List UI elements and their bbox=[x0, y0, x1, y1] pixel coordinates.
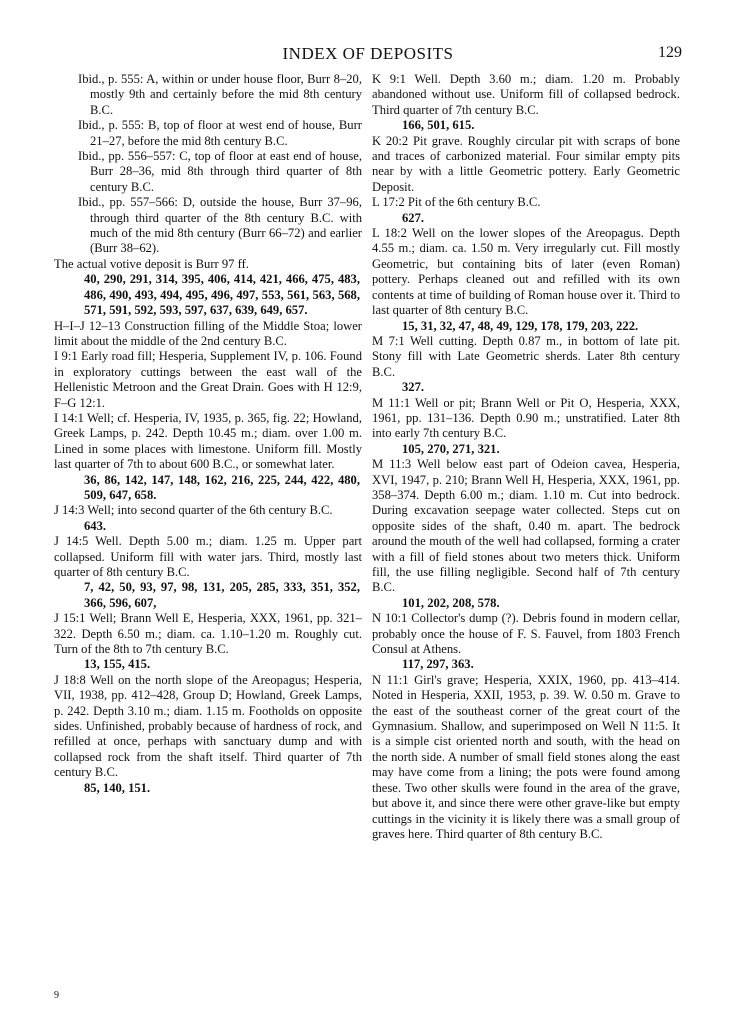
entry-text: I 9:1 Early road fill; Hesperia, Supplement IV, p. 106. Found in exploratory cuttings between the east wall of the Hellenistic Metroon and the Great Drain. Goes with H 12:9, F–G 12:1. bbox=[54, 349, 362, 410]
entry-text: N 10:1 Collector's dump (?). Debris found in modern cellar, probably once the house of F. S. Fauvel, from 1803 French Consul at Athens. bbox=[372, 611, 680, 657]
catalogue-numbers: 40, 290, 291, 314, 395, 406, 414, 421, 466, 475, 483, 486, 490, 493, 494, 495, 496, 497, 553, 561, 563, 568, 571, 591, 592, 593, 597, 637, 639, 649, 657. bbox=[84, 272, 360, 318]
deposit-entry bbox=[54, 673, 362, 796]
deposit-entry bbox=[54, 349, 362, 411]
deposit-entry bbox=[372, 673, 680, 842]
page-title: INDEX OF DEPOSITS bbox=[282, 44, 454, 63]
deposit-entry bbox=[54, 611, 362, 673]
deposit-entry bbox=[54, 195, 362, 257]
entry-text: J 18:8 Well on the north slope of the Areopagus; Hesperia, VII, 1938, pp. 412–428, Group D; Howland, Greek Lamps, p. 242. Depth 3.10 m.; diam. 1.15 m. Footholds on opposite sides. Unfinished, probably because of hardness of rock, and refilled at once, perhaps with sanctuary dump and with collapsed rock from the shaft itself. Third quarter of 7th century B.C. bbox=[54, 672, 362, 780]
entry-text: Ibid., p. 555: A, within or under house floor, Burr 8–20, mostly 9th and certainly before the mid 8th century B.C. bbox=[78, 72, 362, 117]
entry-text: K 9:1 Well. Depth 3.60 m.; diam. 1.20 m. Probably abandoned without use. Uniform fill of collapsed bedrock. Third quarter of 7th century B.C. bbox=[372, 72, 680, 117]
catalogue-numbers: 166, 501, 615. bbox=[402, 118, 475, 133]
deposit-entry bbox=[54, 503, 362, 534]
entry-text: J 14:3 Well; into second quarter of the 6th century B.C. bbox=[54, 503, 333, 518]
entry-text: The actual votive deposit is Burr 97 ff. bbox=[54, 256, 249, 271]
deposit-entry bbox=[372, 396, 680, 458]
entry-text: J 15:1 Well; Brann Well E, Hesperia, XXX, 1961, pp. 321–322. Depth 6.50 m.; diam. ca. 1.10–1.20 m. Roughly cut. Turn of the 8th to 7th century B.C. bbox=[54, 611, 362, 657]
entry-text: I 14:1 Well; cf. Hesperia, IV, 1935, p. 365, fig. 22; Howland, Greek Lamps, p. 242. Depth 10.45 m.; diam. over 1.00 m. Lined in some places with limestone. Uniform fill. Mostly last quarter of 7th to about 600 B.C., or somewhat later. bbox=[54, 410, 362, 472]
right-column bbox=[372, 72, 680, 842]
deposit-entry bbox=[372, 134, 680, 196]
deposit-entry bbox=[372, 72, 680, 134]
entry-text: Ibid., pp. 557–566: D, outside the house, Burr 37–96, through third quarter of the 8th century B.C. with much of the mid 8th century (Burr 66–72) and earlier (Burr 38–62). bbox=[78, 195, 362, 256]
entry-text: L 18:2 Well on the lower slopes of the Areopagus. Depth 4.55 m.; diam. ca. 1.50 m. Very irregularly cut. Fill mostly Geometric, but containing bits of later (even Roman) pottery. Perhaps cleaned out and refilled with its own contents at time of building of Roman house over it. Third to last quarter of 8th century B.C. bbox=[372, 226, 680, 318]
entry-text: M 11:3 Well below east part of Odeion cavea, Hesperia, XVI, 1947, p. 210; Brann Well H, Hesperia, XXX, 1961, pp. 358–374. Depth 6.00 m.; diam. 1.10 m. Cut into bedrock. During excavation seepage water collected. Steps cut on opposite sides of the shaft, 0.40 m. apart. The bedrock around the mouth of the well had collapsed, forming a crater with a fill of field stones about two meters thick. Uniform fill, the use filling negligible. Second half of 7th century B.C. bbox=[372, 457, 680, 595]
catalogue-numbers: 117, 297, 363. bbox=[402, 657, 474, 672]
deposit-entry bbox=[372, 226, 680, 334]
entry-text: M 7:1 Well cutting. Depth 0.87 m., in bottom of late pit. Stony fill with Late Geometric sherds. Later 8th century B.C. bbox=[372, 333, 680, 379]
entry-text: L 17:2 Pit of the 6th century B.C. bbox=[372, 195, 541, 210]
catalogue-numbers: 15, 31, 32, 47, 48, 49, 129, 178, 179, 203, 222. bbox=[402, 318, 639, 333]
deposit-entry bbox=[54, 149, 362, 195]
deposit-entry bbox=[54, 72, 362, 118]
entry-text: M 11:1 Well or pit; Brann Well or Pit O, Hesperia, XXX, 1961, pp. 131–136. Depth 0.90 m.; unstratified. Later 8th into early 7th century B.C. bbox=[372, 395, 680, 441]
deposit-entry bbox=[54, 257, 362, 319]
catalogue-numbers: 101, 202, 208, 578. bbox=[402, 595, 500, 610]
entry-text: Ibid., p. 555: B, top of floor at west end of house, Burr 21–27, before the mid 8th century B.C. bbox=[78, 118, 362, 148]
catalogue-numbers: 85, 140, 151. bbox=[84, 780, 151, 795]
catalogue-numbers: 643. bbox=[84, 518, 107, 533]
catalogue-numbers: 7, 42, 50, 93, 97, 98, 131, 205, 285, 333, 351, 352, 366, 596, 607, bbox=[84, 580, 360, 610]
catalogue-numbers: 13, 155, 415. bbox=[84, 657, 151, 672]
catalogue-numbers: 327. bbox=[402, 380, 425, 395]
catalogue-numbers: 105, 270, 271, 321. bbox=[402, 441, 500, 456]
entry-text: H–I–J 12–13 Construction filling of the Middle Stoa; lower limit about the middle of the 2nd century B.C. bbox=[54, 318, 362, 348]
deposit-entry bbox=[54, 118, 362, 149]
entry-text: Ibid., pp. 556–557: C, top of floor at east end of house, Burr 28–36, mid 8th through third quarter of 8th century B.C. bbox=[78, 149, 362, 194]
entry-text: N 11:1 Girl's grave; Hesperia, XXIX, 1960, pp. 413–414. Noted in Hesperia, XXII, 1953, p. 39. W. 0.50 m. Grave to the east of the southeast corner of the great court of the Gymnasium. Shallow, and superimposed on Well N 11:5. It is a simple cist oriented north and south, with the head on the north side. A number of small field stones along the east may have come from a lining; the pots were found among these. Two other skulls were found in the area of the grave, but above it, and since there were other grave-like but empty cuttings in the vicinity it is likely there was a small group of graves here. Third quarter of 8th century B.C. bbox=[372, 672, 680, 841]
catalogue-numbers: 627. bbox=[402, 210, 425, 225]
deposit-entry bbox=[54, 319, 362, 350]
entry-text: J 14:5 Well. Depth 5.00 m.; diam. 1.25 m. Upper part collapsed. Uniform fill with water jars. Third, mostly last quarter of 8th century B.C. bbox=[54, 534, 362, 579]
left-column bbox=[54, 72, 362, 796]
page-number: 129 bbox=[658, 44, 682, 61]
entry-text: K 20:2 Pit grave. Roughly circular pit with scraps of bone and traces of carbonized material. Four similar empty pits near by with a little Geometric pottery. Early Geometric Deposit. bbox=[372, 133, 680, 194]
deposit-entry bbox=[372, 195, 680, 226]
running-header bbox=[54, 44, 682, 66]
deposit-entry bbox=[372, 611, 680, 673]
catalogue-numbers: 36, 86, 142, 147, 148, 162, 216, 225, 244, 422, 480, 509, 647, 658. bbox=[84, 472, 360, 502]
deposit-entry bbox=[54, 534, 362, 611]
signature-mark: 9 bbox=[54, 990, 59, 1001]
deposit-entry bbox=[54, 411, 362, 503]
deposit-entry bbox=[372, 457, 680, 611]
deposit-entry bbox=[372, 334, 680, 396]
